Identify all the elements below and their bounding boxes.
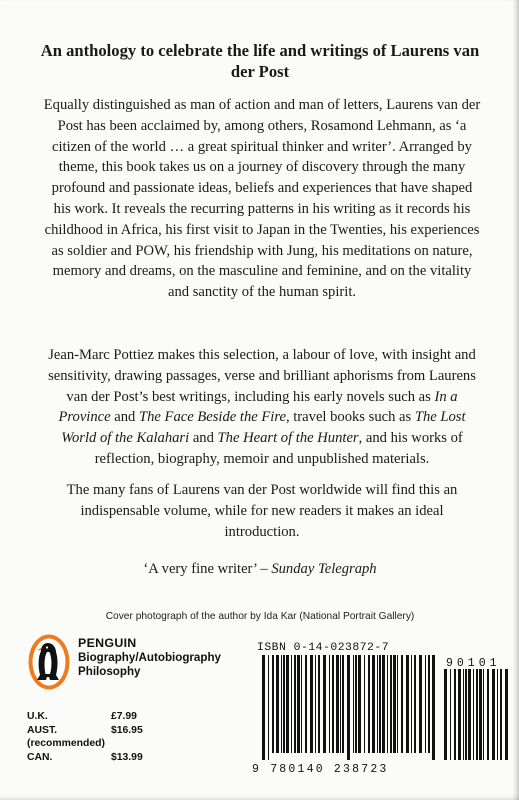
barcode-bar	[272, 655, 274, 753]
barcode-bar	[336, 655, 339, 753]
quote-source: Sunday Telegraph	[271, 561, 377, 577]
barcode	[250, 655, 512, 777]
barcode-bar	[492, 669, 495, 760]
barcode-bar	[411, 655, 412, 753]
barcode-bar	[379, 655, 381, 753]
barcode-bar	[382, 655, 385, 753]
barcode-bar	[364, 655, 365, 753]
review-quote	[40, 559, 480, 580]
barcode-bar	[340, 655, 341, 753]
barcode-bar	[505, 669, 508, 760]
price-row	[27, 751, 143, 765]
barcode-bar	[390, 655, 392, 753]
barcode-main-bars	[262, 655, 435, 760]
description-paragraph-1: Equally distinguished as man of action and man of letters, Laurens van der Post has been acclaimed by, among others, Rosamond Lehmann, as ‘a citizen of the world … a great spiritual thinker and writer’. Arranged by theme, this book takes us on a journey of discovery through the many profound and passionate ideas, beliefs and experiences that have shaped his work. It reveals the recurring patterns in his writing as it records his childhood in Africa, his first visit to Japan in the Twenties, his experiences as soldier and POW, his friendship with Jung, his meditations on nature, memory and dreams, on the masculine and feminine, and on the vitality and sanctity of the human spirit.	[43, 97, 481, 301]
price-value: £7.99	[110, 711, 137, 722]
barcode-bar	[286, 655, 289, 753]
penguin-logo-icon	[27, 633, 71, 691]
paragraph-2-text: and	[110, 409, 139, 426]
isbn-number: ISBN 0-14-023872-7	[257, 642, 390, 654]
barcode-bar	[377, 655, 378, 753]
barcode-bar	[283, 655, 285, 753]
barcode-bar	[476, 669, 478, 760]
price-list	[27, 710, 143, 764]
barcode-bar	[355, 655, 357, 753]
barcode-bar	[372, 655, 375, 753]
price-row	[27, 737, 143, 751]
barcode-bar	[428, 655, 430, 753]
publisher-imprint	[78, 636, 221, 680]
barcode-bar	[301, 655, 302, 753]
barcode-bar	[329, 655, 330, 753]
barcode-bar	[406, 655, 409, 753]
barcode-bar	[294, 655, 296, 753]
barcode-bar	[291, 655, 292, 753]
price-region: U.K.	[27, 711, 48, 722]
book-title-face-beside-the-fire: The Face Beside the Fire	[138, 409, 286, 426]
price-value: $16.95	[110, 724, 143, 736]
price-row	[27, 710, 143, 724]
barcode-bar	[465, 669, 467, 760]
barcode-bar	[479, 669, 482, 760]
price-row	[27, 724, 143, 738]
price-region: CAN.	[27, 751, 53, 763]
price-value: $13.99	[110, 751, 143, 763]
description-paragraph-3: The many fans of Laurens van der Post worldwide will find this an indispensable volume, while for new readers it makes an ideal introduction.	[66, 482, 458, 540]
barcode-bar	[468, 669, 471, 760]
barcode-bar	[473, 669, 474, 760]
barcode-bar	[419, 655, 422, 753]
barcode-bar	[414, 655, 416, 753]
price-value	[105, 737, 143, 751]
book-title-lost-world-of-the-kalahari: The Lost World of the Kalahari	[61, 409, 466, 447]
barcode-bar	[268, 655, 269, 760]
barcode-bar	[310, 655, 313, 753]
paragraph-2-text: , and his works of reflection, biography, memoir and unpublished materials.	[94, 430, 463, 467]
book-title-in-a-province: In a Province	[58, 388, 458, 426]
barcode-bar	[368, 655, 370, 753]
barcode-bar	[262, 655, 265, 760]
paragraph-2-text: , travel books such as	[285, 409, 415, 426]
barcode-bar	[353, 655, 354, 753]
category-philosophy: Philosophy	[78, 665, 141, 678]
barcode-bar	[323, 655, 326, 753]
barcode-bar	[487, 669, 489, 760]
barcode-bar	[500, 669, 502, 760]
barcode-bar	[397, 655, 398, 753]
barcode-addon-digits: 90101	[446, 657, 501, 670]
barcode-bar	[458, 669, 461, 760]
price-region: (recommended)	[27, 738, 105, 749]
paragraph-2-text: Jean-Marc Pottiez makes this selection, a labour of love, with insight and sensitivity, drawing passages, verse and brilliant aphorisms from Laurens van der Post’s best writings, including his early novels such as	[48, 347, 476, 405]
barcode-bar	[332, 655, 334, 753]
barcode-bar	[281, 655, 282, 753]
barcode-bar	[358, 655, 361, 753]
barcode-main-digits: 9 780140 238723	[252, 763, 389, 776]
barcode-bar	[342, 655, 344, 753]
barcode-bar	[463, 669, 464, 760]
barcode-bar	[497, 669, 498, 760]
photo-credit: Cover photograph of the author by Ida Kar (National Portrait Gallery)	[105, 611, 415, 622]
barcode-bar	[450, 669, 451, 760]
barcode-bar	[444, 669, 447, 760]
cover-headline: An anthology to celebrate the life and writings of Laurens van der Post	[40, 41, 480, 81]
barcode-bar	[432, 655, 435, 760]
barcode-bar	[318, 655, 320, 753]
barcode-bar	[401, 655, 403, 753]
price-region: AUST.	[27, 724, 58, 736]
barcode-bar	[393, 655, 396, 753]
description-paragraph-2	[42, 345, 482, 470]
barcode-bar	[297, 655, 300, 753]
publisher-name: PENGUIN	[78, 636, 137, 650]
barcode-bar	[387, 655, 388, 753]
quote-text: ‘A very fine writer’ –	[143, 561, 272, 577]
barcode-addon-bars	[444, 669, 508, 760]
barcode-bar	[425, 655, 426, 753]
category-biography: Biography/Autobiography	[78, 650, 221, 664]
barcode-bar	[276, 655, 279, 753]
barcode-bar	[483, 669, 484, 760]
barcode-bar	[454, 669, 456, 760]
barcode-bar	[305, 655, 307, 753]
barcode-bar	[315, 655, 316, 753]
book-title-heart-of-the-hunter: The Heart of the Hunter	[217, 430, 359, 447]
paragraph-2-text: and	[189, 430, 218, 447]
barcode-bar	[347, 655, 350, 760]
